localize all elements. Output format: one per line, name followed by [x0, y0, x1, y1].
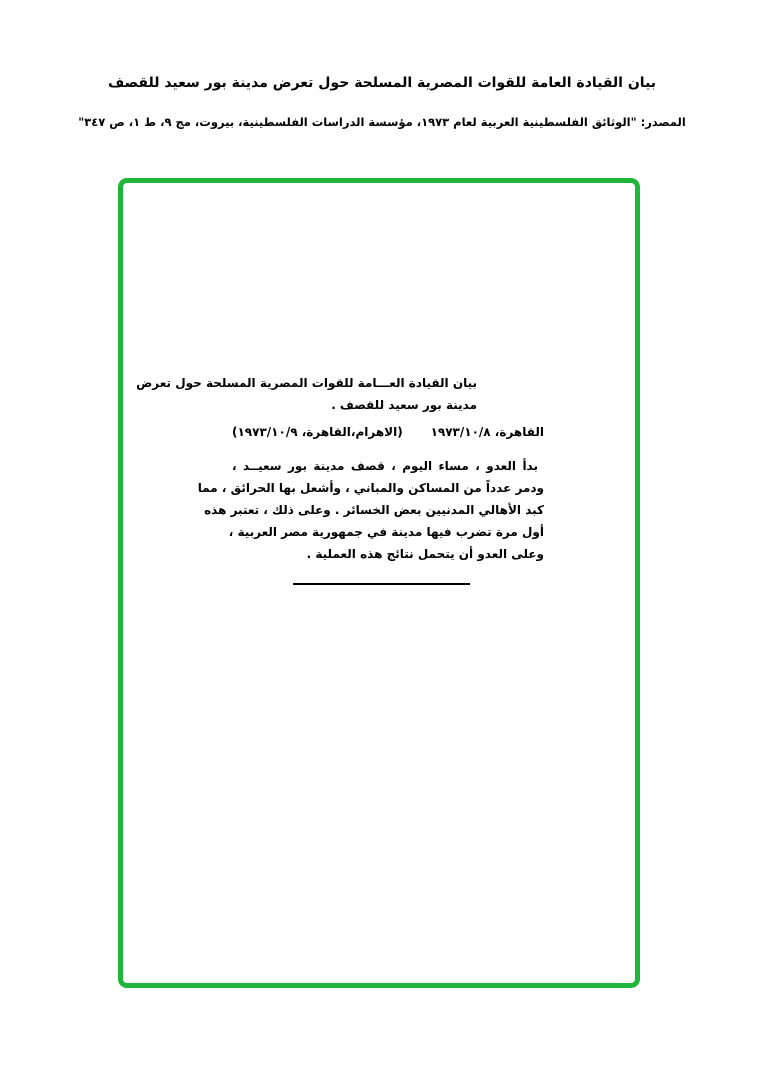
body-line: وعلى العدو أن يتحمل نتائج هذه العملية . [306, 547, 544, 561]
end-rule [293, 583, 470, 585]
document-scan-frame [118, 178, 640, 988]
page-title: بيان القيادة العامة للقوات المصرية المسلحة حول تعرض مدينة بور سعيد للقصف [107, 75, 657, 91]
document-body [197, 455, 544, 565]
body-line: كبد الأهالي المدنيين بعض الخسائر . وعلى ذلك ، تعتبر هذه [204, 503, 544, 517]
source-citation: المصدر: "الوثائق الفلسطينية العربية لعام ١٩٧٣، مؤسسة الدراسات الفلسطينية، بيروت، مج ٩، ط ١، ص ٣٤٧" [78, 115, 686, 129]
body-line: أول مرة تضرب فيها مدينة في جمهورية مصر العربية ، [228, 525, 544, 539]
body-line: بدأ العدو ، مساء اليوم ، قصف مدينة بور سعيــد ، [232, 459, 538, 473]
document-dateline [232, 425, 544, 439]
dateline-newspaper-ref: (الاهرام،القاهرة، ١٩٧٣/١٠/٩) [232, 425, 403, 439]
document-title-line-2: مدينة بور سعيد للقصف . [331, 398, 477, 412]
dateline-place-date: القاهرة، ١٩٧٣/١٠/٨ [430, 425, 544, 439]
document-title [136, 372, 477, 416]
document-title-line-1: بيان القيادة العـــامة للقوات المصرية المسلحة حول تعرض [136, 376, 477, 390]
body-line: ودمر عدداً من المساكن والمباني ، وأشعل بها الحرائق ، مما [197, 481, 544, 495]
